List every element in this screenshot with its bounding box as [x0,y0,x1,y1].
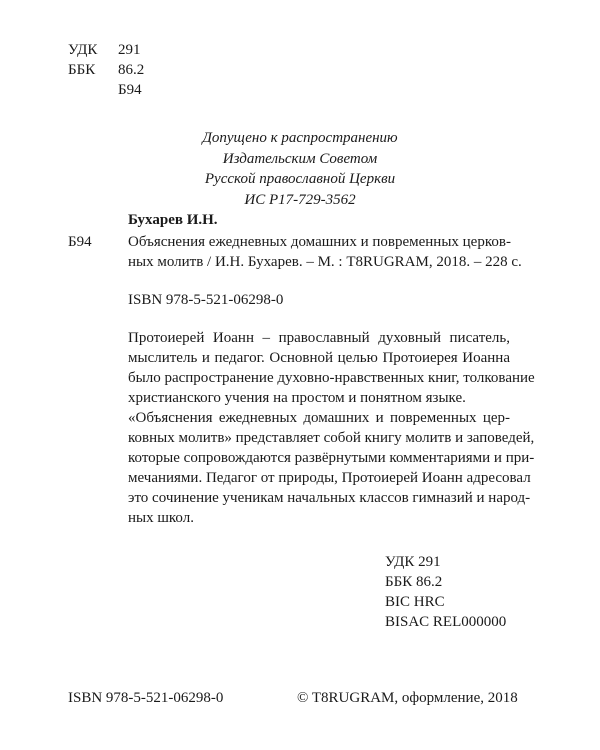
bic-code: BIC HRC [385,594,445,610]
text-line: это сочинение ученикам начальных классов гимназий и народ- [128,490,531,506]
text-line: ковных молитв» представляет собой книгу молитв и заповедей, [128,430,535,446]
cutter-value: Б94 [118,82,142,98]
bbk-value: 86.2 [118,62,145,78]
approval-line: Русской православной Церкви [204,171,396,187]
approval-notice [0,128,600,210]
copyright-notice: © T8RUGRAM, оформление, 2018 [297,690,518,706]
bbk-code: ББК 86.2 [385,574,443,590]
annotation-paragraph-1 [128,328,535,408]
cutter-row [68,80,144,100]
udk-value: 291 [118,42,141,58]
bbk-label: ББК [68,62,96,78]
approval-line: Допущено к распространению [202,130,398,146]
text-line: ных школ. [128,510,194,526]
author-name: Бухарев И.Н. [128,212,218,228]
text-line: «Объяснения ежедневных домашних и повременных цер- [128,410,510,426]
approval-line: ИС Р17-729-3562 [244,191,356,208]
bibliographic-line-2: ных молитв / И.Н. Бухарев. – М. : T8RUGRAM, 2018. – 228 с. [128,254,522,270]
text-line: которые сопровождаются развёрнутыми комментариями и при- [128,450,535,466]
udk-row [68,40,144,60]
isbn-main: ISBN 978-5-521-06298-0 [128,292,284,308]
text-line: было распространение духовно-нравственных книг, толкование [128,370,535,386]
text-line: мечаниями. Педагог от природы, Протоиерей Иоанн адресовал [128,470,531,486]
text-line: христианского учения на простом и понятном языке. [128,390,466,406]
udk-label: УДК [68,42,98,58]
udk-code: УДК 291 [385,554,441,570]
approval-line: Издательским Советом [222,150,378,167]
cutter-mark: Б94 [68,234,92,250]
bisac-code: BISAC REL000000 [385,614,507,630]
classification-block-bottom [385,552,506,632]
bbk-row [68,60,144,80]
isbn-footer: ISBN 978-5-521-06298-0 [68,690,224,706]
annotation-paragraph-2 [128,408,535,528]
classification-block-top [68,40,144,100]
text-line: мыслитель и педагог. Основной целью Протоиерея Иоанна [128,350,510,366]
bibliographic-line-1: Объяснения ежедневных домашних и повременных церков- [128,234,511,250]
text-line: Протоиерей Иоанн – православный духовный писатель, [128,330,510,346]
